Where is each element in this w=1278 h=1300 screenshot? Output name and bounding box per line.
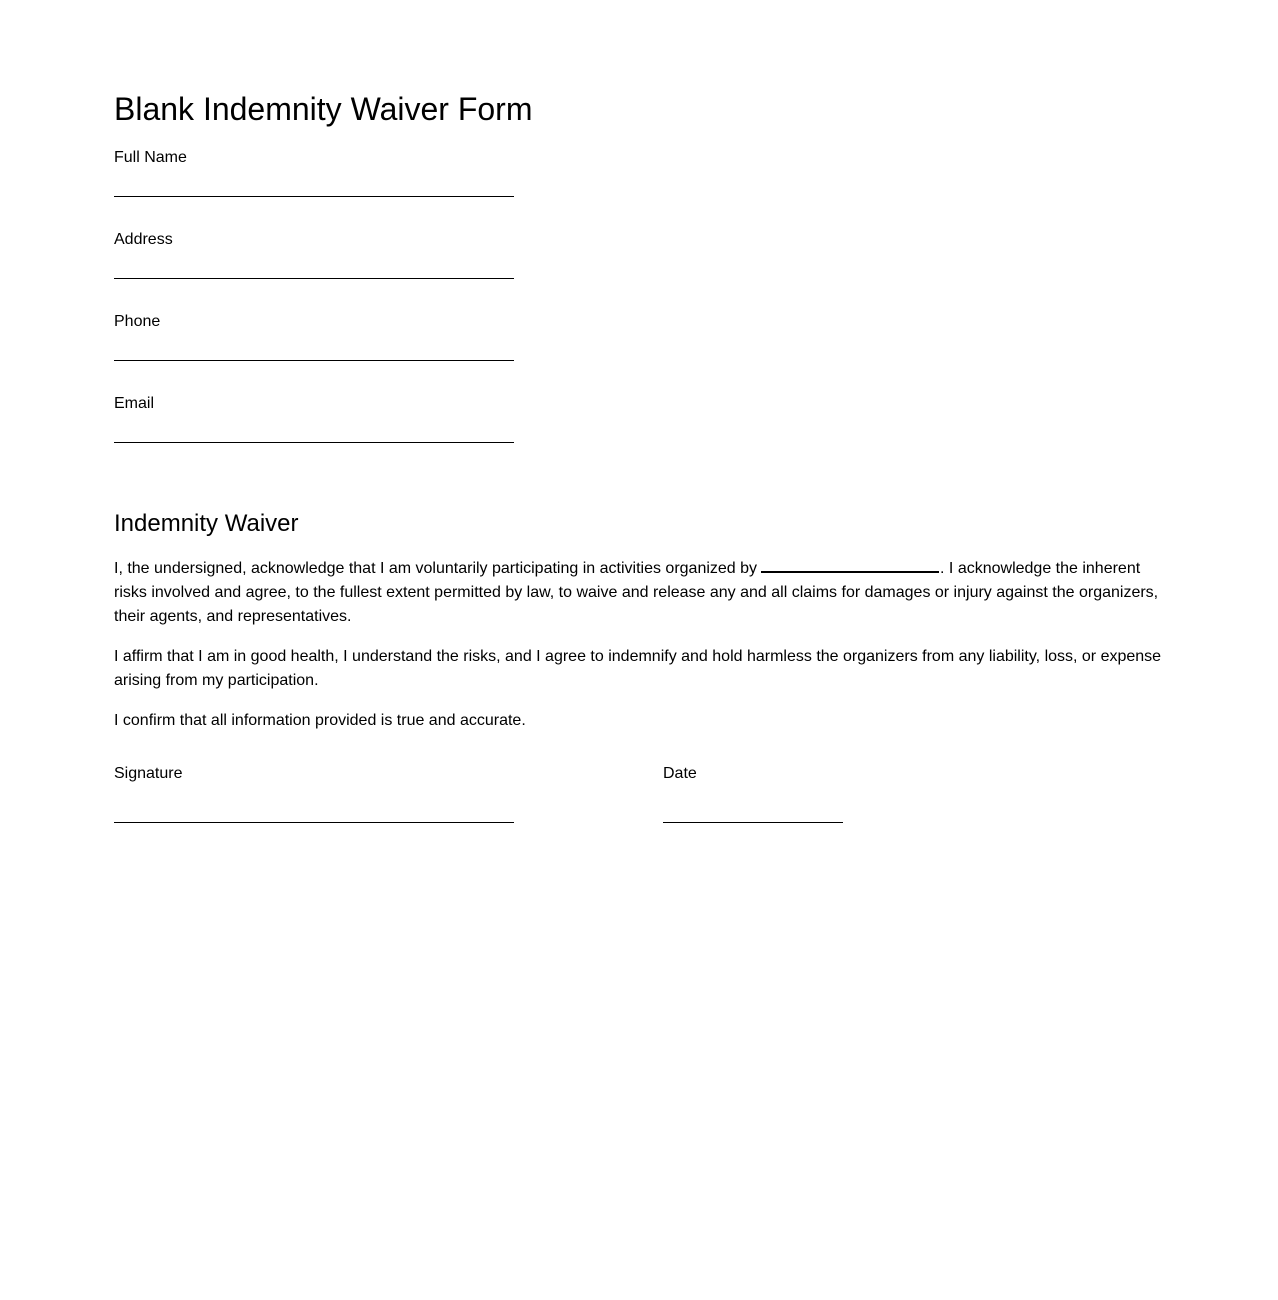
signature-field bbox=[114, 764, 514, 784]
signature-label: Signature bbox=[114, 765, 183, 782]
paragraph-text: I, the undersigned, acknowledge that I am voluntarily participating in activities organized by bbox=[114, 560, 758, 577]
address-label: Address bbox=[114, 231, 173, 248]
date-field bbox=[663, 764, 843, 784]
paragraph-text: . I acknowledge the inherent risks involved and agree, to the fullest extent permitted by law, to waive and release any and all claims for damages or injury against the organizers, their agents, and representatives. bbox=[114, 560, 1159, 625]
address-field bbox=[114, 230, 514, 250]
full-name-input-line[interactable] bbox=[114, 196, 514, 197]
date-label: Date bbox=[663, 765, 697, 782]
waiver-paragraph-2: I affirm that I am in good health, I understand the risks, and I agree to indemnify and hold harmless the organizers from any liability, loss, or expense arising from my participation. bbox=[114, 648, 1162, 689]
phone-field bbox=[114, 312, 514, 332]
phone-input-line[interactable] bbox=[114, 360, 514, 361]
waiver-paragraph-1 bbox=[114, 557, 1166, 629]
signature-input-line[interactable] bbox=[114, 822, 514, 823]
full-name-field bbox=[114, 148, 514, 168]
organizer-blank[interactable] bbox=[761, 557, 939, 573]
section-heading: Indemnity Waiver bbox=[114, 510, 299, 537]
email-label: Email bbox=[114, 395, 155, 412]
phone-label: Phone bbox=[114, 313, 161, 330]
address-input-line[interactable] bbox=[114, 278, 514, 279]
email-input-line[interactable] bbox=[114, 442, 514, 443]
waiver-paragraph-3: I confirm that all information provided is true and accurate. bbox=[114, 712, 526, 729]
date-input-line[interactable] bbox=[663, 822, 843, 823]
page-title: Blank Indemnity Waiver Form bbox=[114, 91, 533, 127]
email-field bbox=[114, 394, 514, 414]
full-name-label: Full Name bbox=[114, 149, 187, 166]
